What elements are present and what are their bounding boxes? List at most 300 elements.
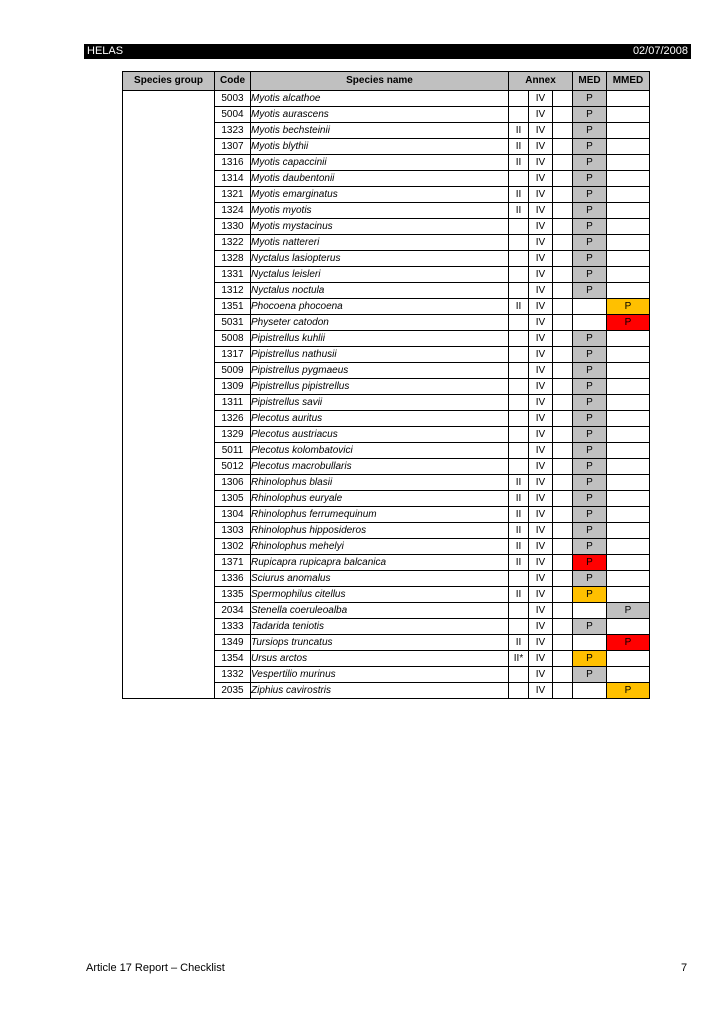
med-cell: P <box>573 155 607 171</box>
mmed-cell: P <box>607 603 650 619</box>
table-row <box>123 363 650 379</box>
annex-v-cell <box>553 539 573 555</box>
annex-iv-cell: IV <box>529 331 553 347</box>
table-row <box>123 315 650 331</box>
species-group-cell <box>123 587 215 603</box>
table-row <box>123 619 650 635</box>
annex-v-cell <box>553 379 573 395</box>
annex-iv-cell: IV <box>529 139 553 155</box>
footer-page-number: 7 <box>681 962 688 974</box>
col-header-med: MED <box>573 72 607 91</box>
annex-v-cell <box>553 443 573 459</box>
med-cell: P <box>573 523 607 539</box>
annex-ii-cell <box>509 683 529 699</box>
table-row <box>123 571 650 587</box>
species-name-cell: Myotis myotis <box>251 203 509 219</box>
species-name-cell: Rhinolophus euryale <box>251 491 509 507</box>
med-cell: P <box>573 555 607 571</box>
species-name-cell: Pipistrellus pygmaeus <box>251 363 509 379</box>
mmed-cell <box>607 251 650 267</box>
mmed-cell <box>607 171 650 187</box>
mmed-cell <box>607 571 650 587</box>
species-name-cell: Plecotus auritus <box>251 411 509 427</box>
annex-ii-cell <box>509 331 529 347</box>
med-cell <box>573 683 607 699</box>
annex-v-cell <box>553 587 573 603</box>
annex-ii-cell <box>509 283 529 299</box>
annex-ii-cell: II* <box>509 651 529 667</box>
species-group-cell <box>123 491 215 507</box>
footer-title: Article 17 Report – Checklist <box>86 962 225 974</box>
col-header-species-name: Species name <box>251 72 509 91</box>
annex-ii-cell <box>509 267 529 283</box>
species-group-cell <box>123 603 215 619</box>
species-name-cell: Pipistrellus nathusii <box>251 347 509 363</box>
med-cell: P <box>573 251 607 267</box>
table-row <box>123 651 650 667</box>
species-name-cell: Ziphius cavirostris <box>251 683 509 699</box>
med-cell: P <box>573 123 607 139</box>
species-name-cell: Plecotus macrobullaris <box>251 459 509 475</box>
med-cell <box>573 603 607 619</box>
annex-v-cell <box>553 475 573 491</box>
table-row <box>123 267 650 283</box>
annex-ii-cell <box>509 379 529 395</box>
annex-v-cell <box>553 139 573 155</box>
annex-ii-cell <box>509 443 529 459</box>
med-cell: P <box>573 235 607 251</box>
med-cell: P <box>573 491 607 507</box>
annex-iv-cell: IV <box>529 619 553 635</box>
code-cell: 1302 <box>215 539 251 555</box>
med-cell <box>573 635 607 651</box>
code-cell: 1305 <box>215 491 251 507</box>
annex-ii-cell: II <box>509 299 529 315</box>
mmed-cell <box>607 91 650 107</box>
table-row <box>123 459 650 475</box>
species-group-cell <box>123 411 215 427</box>
mmed-cell <box>607 155 650 171</box>
annex-ii-cell <box>509 411 529 427</box>
species-group-cell <box>123 379 215 395</box>
annex-v-cell <box>553 363 573 379</box>
species-name-cell: Myotis bechsteinii <box>251 123 509 139</box>
species-group-cell <box>123 139 215 155</box>
mmed-cell <box>607 411 650 427</box>
annex-ii-cell: II <box>509 187 529 203</box>
species-group-cell <box>123 427 215 443</box>
table-row <box>123 475 650 491</box>
annex-iv-cell: IV <box>529 475 553 491</box>
annex-v-cell <box>553 299 573 315</box>
code-cell: 1307 <box>215 139 251 155</box>
med-cell: P <box>573 507 607 523</box>
med-cell: P <box>573 347 607 363</box>
annex-ii-cell: II <box>509 155 529 171</box>
annex-v-cell <box>553 395 573 411</box>
annex-iv-cell: IV <box>529 299 553 315</box>
med-cell: P <box>573 187 607 203</box>
annex-v-cell <box>553 235 573 251</box>
species-group-cell <box>123 187 215 203</box>
col-header-mmed: MMED <box>607 72 650 91</box>
annex-iv-cell: IV <box>529 491 553 507</box>
species-group-cell <box>123 91 215 107</box>
species-group-cell <box>123 667 215 683</box>
species-group-cell <box>123 443 215 459</box>
annex-ii-cell: II <box>509 635 529 651</box>
mmed-cell <box>607 379 650 395</box>
code-cell: 1371 <box>215 555 251 571</box>
med-cell: P <box>573 667 607 683</box>
species-name-cell: Tursiops truncatus <box>251 635 509 651</box>
species-group-cell <box>123 219 215 235</box>
annex-v-cell <box>553 347 573 363</box>
annex-v-cell <box>553 315 573 331</box>
code-cell: 1333 <box>215 619 251 635</box>
table-header-row <box>123 72 650 91</box>
species-group-cell <box>123 171 215 187</box>
med-cell: P <box>573 571 607 587</box>
code-cell: 1324 <box>215 203 251 219</box>
table-row <box>123 251 650 267</box>
species-group-cell <box>123 395 215 411</box>
annex-v-cell <box>553 491 573 507</box>
col-header-code: Code <box>215 72 251 91</box>
species-group-cell <box>123 683 215 699</box>
code-cell: 5009 <box>215 363 251 379</box>
species-group-cell <box>123 651 215 667</box>
annex-v-cell <box>553 251 573 267</box>
species-group-cell <box>123 571 215 587</box>
annex-iv-cell: IV <box>529 203 553 219</box>
med-cell: P <box>573 267 607 283</box>
annex-ii-cell <box>509 347 529 363</box>
table-row <box>123 283 650 299</box>
table-row <box>123 635 650 651</box>
table-row <box>123 667 650 683</box>
mmed-cell <box>607 459 650 475</box>
annex-v-cell <box>553 459 573 475</box>
table-row <box>123 395 650 411</box>
table-row <box>123 587 650 603</box>
code-cell: 1328 <box>215 251 251 267</box>
species-name-cell: Rhinolophus mehelyi <box>251 539 509 555</box>
code-cell: 1329 <box>215 427 251 443</box>
annex-ii-cell <box>509 107 529 123</box>
med-cell: P <box>573 539 607 555</box>
table-row <box>123 443 650 459</box>
mmed-cell <box>607 523 650 539</box>
med-cell: P <box>573 395 607 411</box>
annex-iv-cell: IV <box>529 571 553 587</box>
species-name-cell: Pipistrellus kuhlii <box>251 331 509 347</box>
annex-iv-cell: IV <box>529 651 553 667</box>
species-name-cell: Spermophilus citellus <box>251 587 509 603</box>
species-name-cell: Myotis alcathoe <box>251 91 509 107</box>
med-cell: P <box>573 203 607 219</box>
annex-iv-cell: IV <box>529 507 553 523</box>
table-row <box>123 139 650 155</box>
species-group-cell <box>123 299 215 315</box>
annex-iv-cell: IV <box>529 459 553 475</box>
species-group-cell <box>123 203 215 219</box>
annex-v-cell <box>553 683 573 699</box>
species-group-cell <box>123 267 215 283</box>
med-cell: P <box>573 171 607 187</box>
species-group-cell <box>123 155 215 171</box>
code-cell: 5004 <box>215 107 251 123</box>
annex-ii-cell: II <box>509 491 529 507</box>
annex-ii-cell: II <box>509 539 529 555</box>
annex-ii-cell <box>509 427 529 443</box>
code-cell: 5012 <box>215 459 251 475</box>
species-name-cell: Plecotus austriacus <box>251 427 509 443</box>
species-name-cell: Nyctalus noctula <box>251 283 509 299</box>
annex-ii-cell <box>509 459 529 475</box>
mmed-cell <box>607 283 650 299</box>
table-row <box>123 203 650 219</box>
species-group-cell <box>123 619 215 635</box>
mmed-cell <box>607 619 650 635</box>
mmed-cell <box>607 667 650 683</box>
annex-v-cell <box>553 411 573 427</box>
table-row <box>123 107 650 123</box>
species-group-cell <box>123 363 215 379</box>
med-cell: P <box>573 331 607 347</box>
table-row <box>123 171 650 187</box>
table-row <box>123 555 650 571</box>
code-cell: 1331 <box>215 267 251 283</box>
annex-v-cell <box>553 651 573 667</box>
annex-iv-cell: IV <box>529 107 553 123</box>
species-name-cell: Rupicapra rupicapra balcanica <box>251 555 509 571</box>
species-name-cell: Myotis daubentonii <box>251 171 509 187</box>
annex-v-cell <box>553 187 573 203</box>
table-row <box>123 331 650 347</box>
species-group-cell <box>123 539 215 555</box>
mmed-cell <box>607 507 650 523</box>
species-name-cell: Myotis emarginatus <box>251 187 509 203</box>
annex-iv-cell: IV <box>529 523 553 539</box>
med-cell: P <box>573 363 607 379</box>
code-cell: 1354 <box>215 651 251 667</box>
code-cell: 5008 <box>215 331 251 347</box>
med-cell: P <box>573 411 607 427</box>
med-cell: P <box>573 139 607 155</box>
species-group-cell <box>123 331 215 347</box>
col-header-annex: Annex <box>509 72 573 91</box>
mmed-cell <box>607 235 650 251</box>
annex-iv-cell: IV <box>529 315 553 331</box>
mmed-cell <box>607 139 650 155</box>
med-cell <box>573 315 607 331</box>
mmed-cell <box>607 363 650 379</box>
code-cell: 2035 <box>215 683 251 699</box>
code-cell: 1336 <box>215 571 251 587</box>
annex-iv-cell: IV <box>529 123 553 139</box>
mmed-cell <box>607 443 650 459</box>
annex-ii-cell: II <box>509 139 529 155</box>
table-row <box>123 299 650 315</box>
med-cell: P <box>573 587 607 603</box>
annex-v-cell <box>553 507 573 523</box>
mmed-cell <box>607 555 650 571</box>
mmed-cell: P <box>607 635 650 651</box>
code-cell: 1321 <box>215 187 251 203</box>
annex-iv-cell: IV <box>529 187 553 203</box>
table-row <box>123 187 650 203</box>
species-group-cell <box>123 507 215 523</box>
code-cell: 1326 <box>215 411 251 427</box>
mmed-cell <box>607 491 650 507</box>
annex-iv-cell: IV <box>529 363 553 379</box>
species-name-cell: Ursus arctos <box>251 651 509 667</box>
table-row <box>123 507 650 523</box>
med-cell: P <box>573 283 607 299</box>
species-group-cell <box>123 523 215 539</box>
med-cell: P <box>573 379 607 395</box>
annex-ii-cell <box>509 219 529 235</box>
species-name-cell: Nyctalus lasiopterus <box>251 251 509 267</box>
annex-ii-cell: II <box>509 507 529 523</box>
mmed-cell <box>607 587 650 603</box>
table-body <box>123 91 650 699</box>
species-name-cell: Plecotus kolombatovici <box>251 443 509 459</box>
annex-v-cell <box>553 107 573 123</box>
annex-ii-cell <box>509 315 529 331</box>
code-cell: 1323 <box>215 123 251 139</box>
med-cell: P <box>573 475 607 491</box>
med-cell: P <box>573 619 607 635</box>
annex-v-cell <box>553 171 573 187</box>
table-row <box>123 123 650 139</box>
annex-v-cell <box>553 523 573 539</box>
species-group-cell <box>123 123 215 139</box>
species-name-cell: Myotis capaccinii <box>251 155 509 171</box>
annex-v-cell <box>553 219 573 235</box>
code-cell: 1309 <box>215 379 251 395</box>
species-checklist-table <box>122 71 650 699</box>
annex-iv-cell: IV <box>529 395 553 411</box>
annex-iv-cell: IV <box>529 219 553 235</box>
annex-ii-cell <box>509 395 529 411</box>
species-name-cell: Rhinolophus blasii <box>251 475 509 491</box>
annex-ii-cell <box>509 363 529 379</box>
mmed-cell <box>607 219 650 235</box>
annex-v-cell <box>553 603 573 619</box>
mmed-cell <box>607 651 650 667</box>
annex-iv-cell: IV <box>529 235 553 251</box>
species-group-cell <box>123 459 215 475</box>
table-row <box>123 91 650 107</box>
annex-iv-cell: IV <box>529 635 553 651</box>
med-cell: P <box>573 107 607 123</box>
annex-v-cell <box>553 571 573 587</box>
annex-ii-cell <box>509 171 529 187</box>
species-name-cell: Sciurus anomalus <box>251 571 509 587</box>
mmed-cell <box>607 427 650 443</box>
table-row <box>123 379 650 395</box>
annex-v-cell <box>553 91 573 107</box>
table-row <box>123 155 650 171</box>
mmed-cell: P <box>607 315 650 331</box>
col-header-species-group: Species group <box>123 72 215 91</box>
med-cell: P <box>573 427 607 443</box>
table-row <box>123 523 650 539</box>
species-name-cell: Pipistrellus savii <box>251 395 509 411</box>
species-name-cell: Myotis aurascens <box>251 107 509 123</box>
species-group-cell <box>123 235 215 251</box>
code-cell: 1311 <box>215 395 251 411</box>
table-row <box>123 427 650 443</box>
annex-iv-cell: IV <box>529 411 553 427</box>
species-name-cell: Tadarida teniotis <box>251 619 509 635</box>
species-group-cell <box>123 283 215 299</box>
code-cell: 1312 <box>215 283 251 299</box>
annex-ii-cell <box>509 235 529 251</box>
annex-v-cell <box>553 667 573 683</box>
annex-ii-cell <box>509 667 529 683</box>
annex-ii-cell: II <box>509 123 529 139</box>
code-cell: 1330 <box>215 219 251 235</box>
code-cell: 1351 <box>215 299 251 315</box>
table-row <box>123 683 650 699</box>
species-name-cell: Phocoena phocoena <box>251 299 509 315</box>
annex-iv-cell: IV <box>529 427 553 443</box>
species-group-cell <box>123 635 215 651</box>
annex-v-cell <box>553 555 573 571</box>
annex-ii-cell: II <box>509 555 529 571</box>
code-cell: 5003 <box>215 91 251 107</box>
mmed-cell: P <box>607 299 650 315</box>
annex-iv-cell: IV <box>529 603 553 619</box>
mmed-cell <box>607 107 650 123</box>
header-date: 02/07/2008 <box>632 45 688 57</box>
code-cell: 1332 <box>215 667 251 683</box>
species-group-cell <box>123 107 215 123</box>
species-name-cell: Pipistrellus pipistrellus <box>251 379 509 395</box>
annex-v-cell <box>553 203 573 219</box>
mmed-cell <box>607 539 650 555</box>
code-cell: 1349 <box>215 635 251 651</box>
med-cell: P <box>573 219 607 235</box>
table-row <box>123 491 650 507</box>
table-row <box>123 603 650 619</box>
table-row <box>123 539 650 555</box>
species-name-cell: Stenella coeruleoalba <box>251 603 509 619</box>
annex-ii-cell: II <box>509 203 529 219</box>
annex-iv-cell: IV <box>529 555 553 571</box>
med-cell: P <box>573 91 607 107</box>
annex-ii-cell <box>509 603 529 619</box>
table-row <box>123 411 650 427</box>
annex-ii-cell: II <box>509 475 529 491</box>
table-row <box>123 347 650 363</box>
annex-v-cell <box>553 331 573 347</box>
mmed-cell <box>607 347 650 363</box>
annex-iv-cell: IV <box>529 379 553 395</box>
med-cell: P <box>573 443 607 459</box>
header-title: HELAS <box>87 45 124 57</box>
species-group-cell <box>123 315 215 331</box>
annex-iv-cell: IV <box>529 587 553 603</box>
mmed-cell <box>607 123 650 139</box>
code-cell: 1316 <box>215 155 251 171</box>
annex-v-cell <box>553 155 573 171</box>
annex-iv-cell: IV <box>529 91 553 107</box>
species-group-cell <box>123 251 215 267</box>
